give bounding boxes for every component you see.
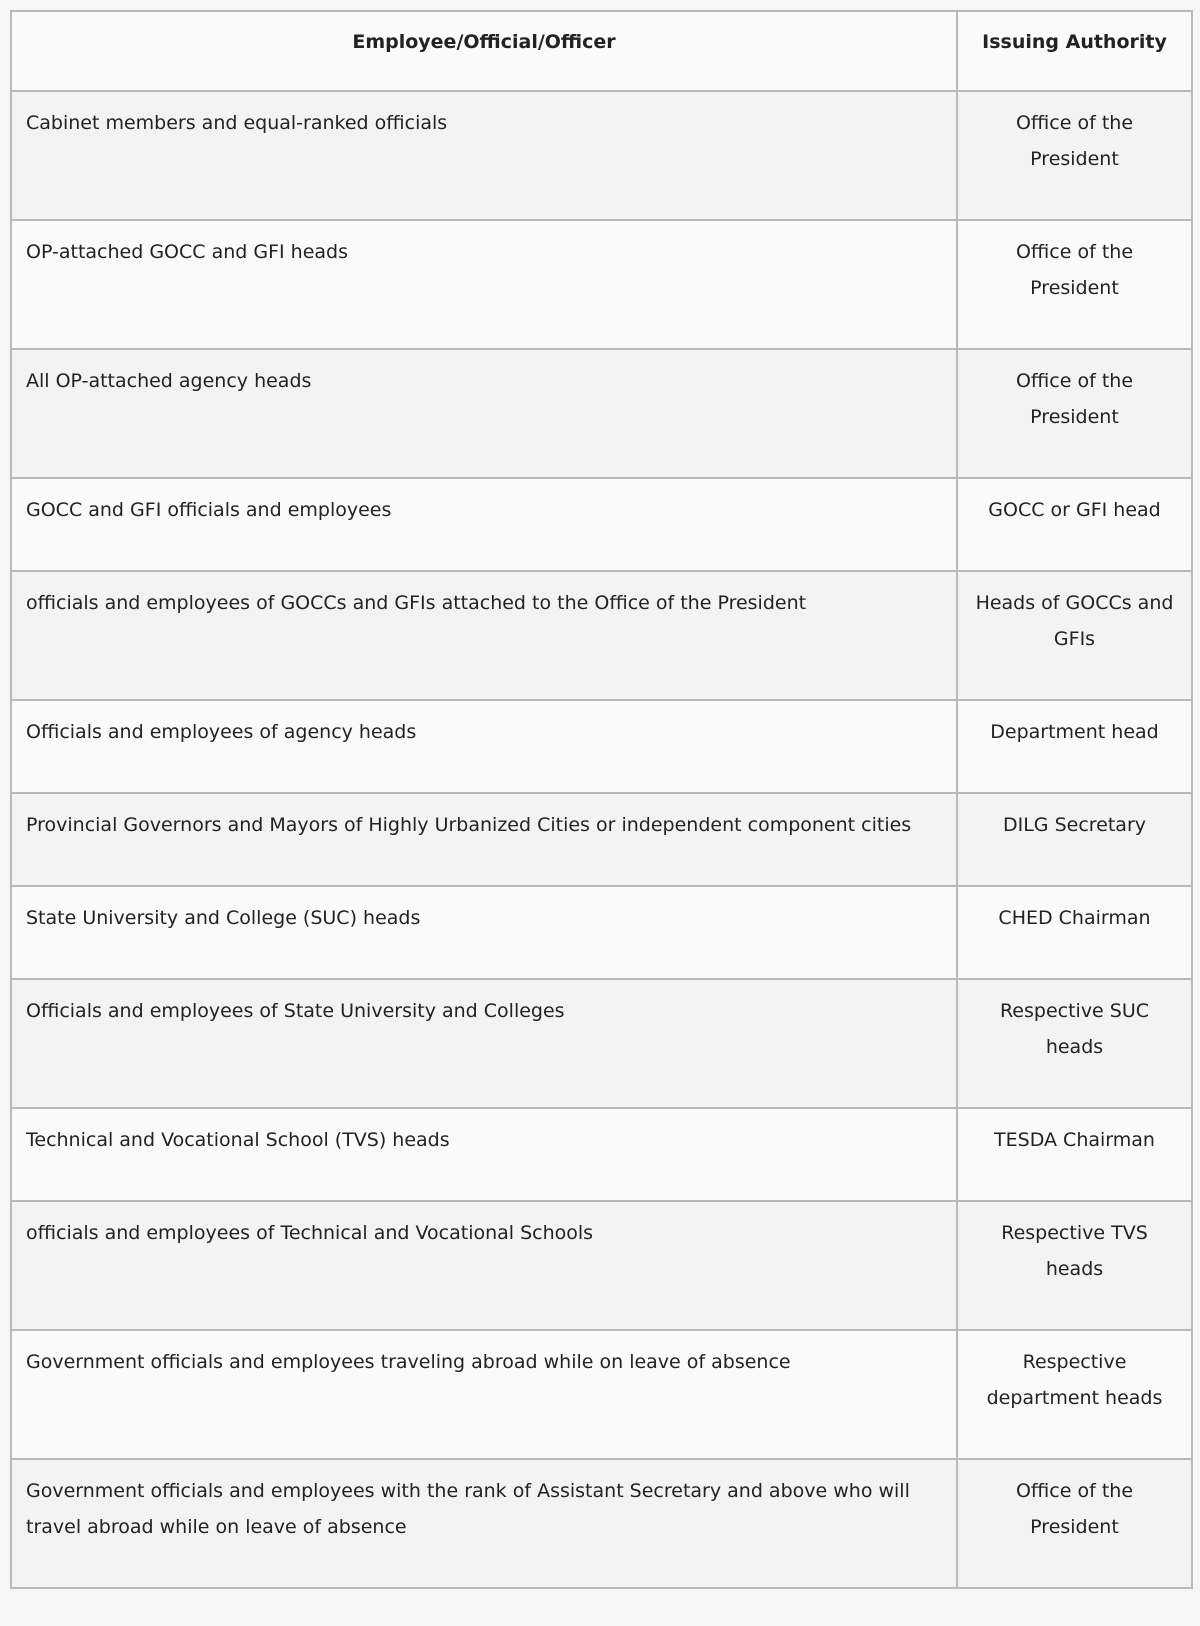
table-row [11, 793, 1192, 886]
header-employee: Employee/Official/Officer [11, 11, 957, 91]
authority-cell: DILG Secretary [957, 793, 1192, 886]
table-row [11, 700, 1192, 793]
table-row [11, 220, 1192, 349]
table-row [11, 1330, 1192, 1459]
authority-cell: Office of the President [957, 220, 1192, 349]
employee-cell: Government officials and employees with the rank of Assistant Secretary and above who will travel abroad while on leave of absence [11, 1459, 957, 1588]
authority-table-container [10, 10, 1191, 1589]
authority-table [10, 10, 1193, 1589]
employee-cell: State University and College (SUC) heads [11, 886, 957, 979]
table-row [11, 1459, 1192, 1588]
table-row [11, 349, 1192, 478]
employee-cell: OP-attached GOCC and GFI heads [11, 220, 957, 349]
authority-cell: Respective department heads [957, 1330, 1192, 1459]
employee-cell: Cabinet members and equal-ranked officials [11, 91, 957, 220]
employee-cell: Officials and employees of agency heads [11, 700, 957, 793]
authority-cell: Office of the President [957, 1459, 1192, 1588]
employee-cell: officials and employees of Technical and Vocational Schools [11, 1201, 957, 1330]
table-row [11, 1201, 1192, 1330]
authority-cell: Department head [957, 700, 1192, 793]
table-header-row [11, 11, 1192, 91]
table-row [11, 478, 1192, 571]
table-row [11, 1108, 1192, 1201]
authority-cell: Office of the President [957, 91, 1192, 220]
employee-cell: Technical and Vocational School (TVS) heads [11, 1108, 957, 1201]
authority-cell: CHED Chairman [957, 886, 1192, 979]
employee-cell: Officials and employees of State University and Colleges [11, 979, 957, 1108]
table-row [11, 91, 1192, 220]
authority-cell: Respective SUC heads [957, 979, 1192, 1108]
table-row [11, 571, 1192, 700]
authority-cell: TESDA Chairman [957, 1108, 1192, 1201]
employee-cell: Provincial Governors and Mayors of Highly Urbanized Cities or independent component cities [11, 793, 957, 886]
table-row [11, 886, 1192, 979]
authority-cell: Heads of GOCCs and GFIs [957, 571, 1192, 700]
employee-cell: officials and employees of GOCCs and GFIs attached to the Office of the President [11, 571, 957, 700]
authority-cell: GOCC or GFI head [957, 478, 1192, 571]
employee-cell: Government officials and employees traveling abroad while on leave of absence [11, 1330, 957, 1459]
authority-cell: Respective TVS heads [957, 1201, 1192, 1330]
employee-cell: All OP-attached agency heads [11, 349, 957, 478]
authority-cell: Office of the President [957, 349, 1192, 478]
table-row [11, 979, 1192, 1108]
header-authority: Issuing Authority [957, 11, 1192, 91]
employee-cell: GOCC and GFI officials and employees [11, 478, 957, 571]
